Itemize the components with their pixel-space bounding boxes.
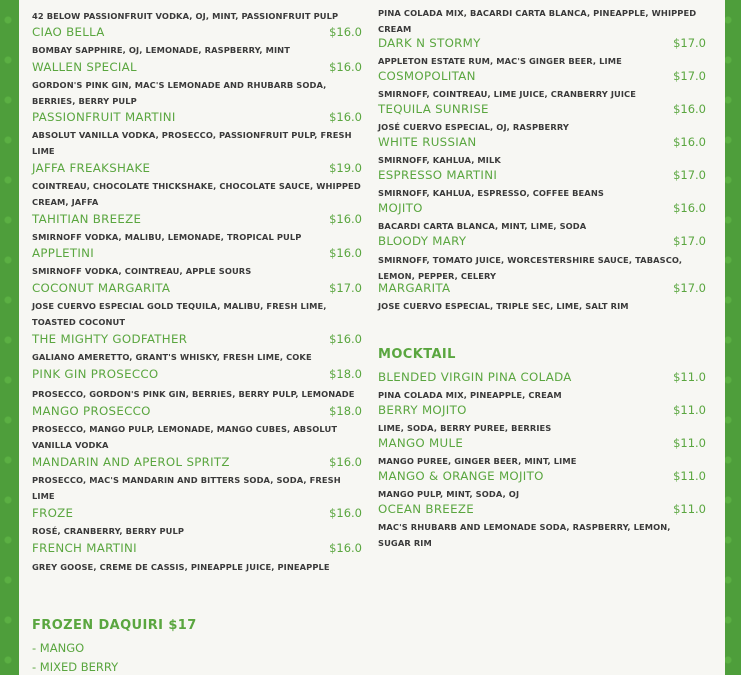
item-description: MANGO PUREE, GINGER BEER, MINT, LIME [378,456,577,466]
item-name: CIAO BELLA [32,25,105,39]
item-description: SMIRNOFF, KAHLUA, ESPRESSO, COFFEE BEANS [378,188,604,198]
item-description: PINA COLADA MIX, BACARDI CARTA BLANCA, PINEAPPLE, WHIPPED CREAM [378,8,697,34]
item-description: SMIRNOFF VODKA, COINTREAU, APPLE SOURS [32,266,252,276]
item-price: $16.0 [329,60,362,74]
item-price: $11.0 [673,469,706,483]
item-name: FRENCH MARTINI [32,541,137,555]
item-description: GREY GOOSE, CREME DE CASSIS, PINEAPPLE JUICE, PINEAPPLE [32,562,330,572]
item-name: TEQUILA SUNRISE [378,102,489,116]
item-price [673,0,706,1]
item-price: $16.0 [329,332,362,346]
item-name: FROZE [32,506,74,520]
item-price: $16.0 [673,102,706,116]
item-description: SMIRNOFF, COINTREAU, LIME JUICE, CRANBERRY JUICE [378,89,636,99]
item-description: APPLETON ESTATE RUM, MAC'S GINGER BEER, LIME [378,56,622,66]
item-description: LIME, SODA, BERRY PUREE, BERRIES [378,423,552,433]
item-name: OCEAN BREEZE [378,502,474,516]
item-description: ROSÉ, CRANBERRY, BERRY PULP [32,526,185,536]
item-description: GALIANO AMERETTO, GRANT'S WHISKY, FRESH LIME, COKE [32,352,312,362]
item-description: JOSE CUERVO ESPECIAL, TRIPLE SEC, LIME, SALT RIM [378,301,629,311]
item-price: $16.0 [329,506,362,520]
item-name: MANDARIN AND APEROL SPRITZ [32,455,230,469]
item-name: PINK GIN PROSECCO [32,367,159,381]
item-price: $11.0 [673,403,706,417]
item-description: ABSOLUT VANILLA VODKA, PROSECCO, PASSIONFRUIT PULP, FRESH LIME [32,130,352,156]
item-price: $11.0 [673,370,706,384]
item-name: BLENDED VIRGIN PINA COLADA [378,370,572,384]
item-name: BLOODY MARY [378,234,467,248]
mocktail-heading: MOCKTAIL [378,347,456,362]
item-name: MOJITO [378,201,423,215]
item-description: BACARDI CARTA BLANCA, MINT, LIME, SODA [378,221,587,231]
item-name: MARGARITA [378,281,451,295]
item-name: PASSIONFRUIT MARTINI [32,110,176,124]
item-description: PROSECCO, MAC'S MANDARIN AND BITTERS SODA, SODA, FRESH LIME [32,475,341,501]
item-description: PROSECCO, GORDON'S PINK GIN, BERRIES, BERRY PULP, LEMONADE [32,389,355,399]
item-price: $16.0 [673,135,706,149]
item-description: MAC'S RHUBARB AND LEMONADE SODA, RASPBERRY, LEMON, SUGAR RIM [378,522,671,548]
item-description: BOMBAY SAPPHIRE, OJ, LEMONADE, RASPBERRY, MINT [32,45,290,55]
frozen-option: - MIXED BERRY [32,660,119,674]
item-description: SMIRNOFF, TOMATO JUICE, WORCESTERSHIRE SAUCE, TABASCO, LEMON, PEPPER, CELERY [378,255,683,281]
item-price: $16.0 [329,541,362,555]
item-name [378,0,525,1]
item-price: $16.0 [329,25,362,39]
item-name: WHITE RUSSIAN [378,135,477,149]
item-name: APPLETINI [32,246,95,260]
item-name: TAHITIAN BREEZE [32,212,142,226]
item-price: $16.0 [329,455,362,469]
item-description: 42 BELOW PASSIONFRUIT VODKA, OJ, MINT, PASSIONFRUIT PULP [32,11,339,21]
item-price: $16.0 [329,110,362,124]
item-description: GORDON'S PINK GIN, MAC'S LEMONADE AND RHUBARB SODA, BERRIES, BERRY PULP [32,80,327,106]
item-description: PROSECCO, MANGO PULP, LEMONADE, MANGO CUBES, ABSOLUT VANILLA VODKA [32,424,338,450]
item-name: MANGO MULE [378,436,464,450]
item-name: ESPRESSO MARTINI [378,168,498,182]
item-description: COINTREAU, CHOCOLATE THICKSHAKE, CHOCOLATE SAUCE, WHIPPED CREAM, JAFFA [32,181,361,207]
item-description: JOSE CUERVO ESPECIAL GOLD TEQUILA, MALIBU, FRESH LIME, TOASTED COCONUT [32,301,327,327]
item-price [329,0,362,1]
item-name: THE MIGHTY GODFATHER [32,332,188,346]
item-price: $11.0 [673,502,706,516]
frozen-daquiri-heading: FROZEN DAQUIRI $17 [32,618,197,633]
item-price: $17.0 [673,69,706,83]
item-name: JAFFA FREAKSHAKE [32,161,151,175]
item-description: SMIRNOFF, KAHLUA, MILK [378,155,501,165]
item-name: WALLEN SPECIAL [32,60,137,74]
item-name: BERRY MOJITO [378,403,467,417]
item-name: COCONUT MARGARITA [32,281,171,295]
item-price: $17.0 [673,36,706,50]
item-name: DARK N STORMY [378,36,481,50]
item-description: PINA COLADA MIX, PINEAPPLE, CREAM [378,390,562,400]
item-name [32,0,127,1]
item-price: $18.0 [329,404,362,418]
item-description: JOSÉ CUERVO ESPECIAL, OJ, RASPBERRY [378,122,569,132]
item-name: MANGO & ORANGE MOJITO [378,469,544,483]
item-price: $17.0 [673,168,706,182]
item-price: $17.0 [673,281,706,295]
item-price: $16.0 [673,201,706,215]
item-description: SMIRNOFF VODKA, MALIBU, LEMONADE, TROPICAL PULP [32,232,302,242]
frozen-option: - MANGO [32,641,85,655]
item-name: COSMOPOLITAN [378,69,476,83]
item-price: $16.0 [329,212,362,226]
item-price: $17.0 [329,281,362,295]
item-price: $11.0 [673,436,706,450]
item-price: $17.0 [673,234,706,248]
item-description: MANGO PULP, MINT, SODA, OJ [378,489,520,499]
item-price: $18.0 [329,367,362,381]
item-name: MANGO PROSECCO [32,404,151,418]
item-price: $19.0 [329,161,362,175]
item-price: $16.0 [329,246,362,260]
